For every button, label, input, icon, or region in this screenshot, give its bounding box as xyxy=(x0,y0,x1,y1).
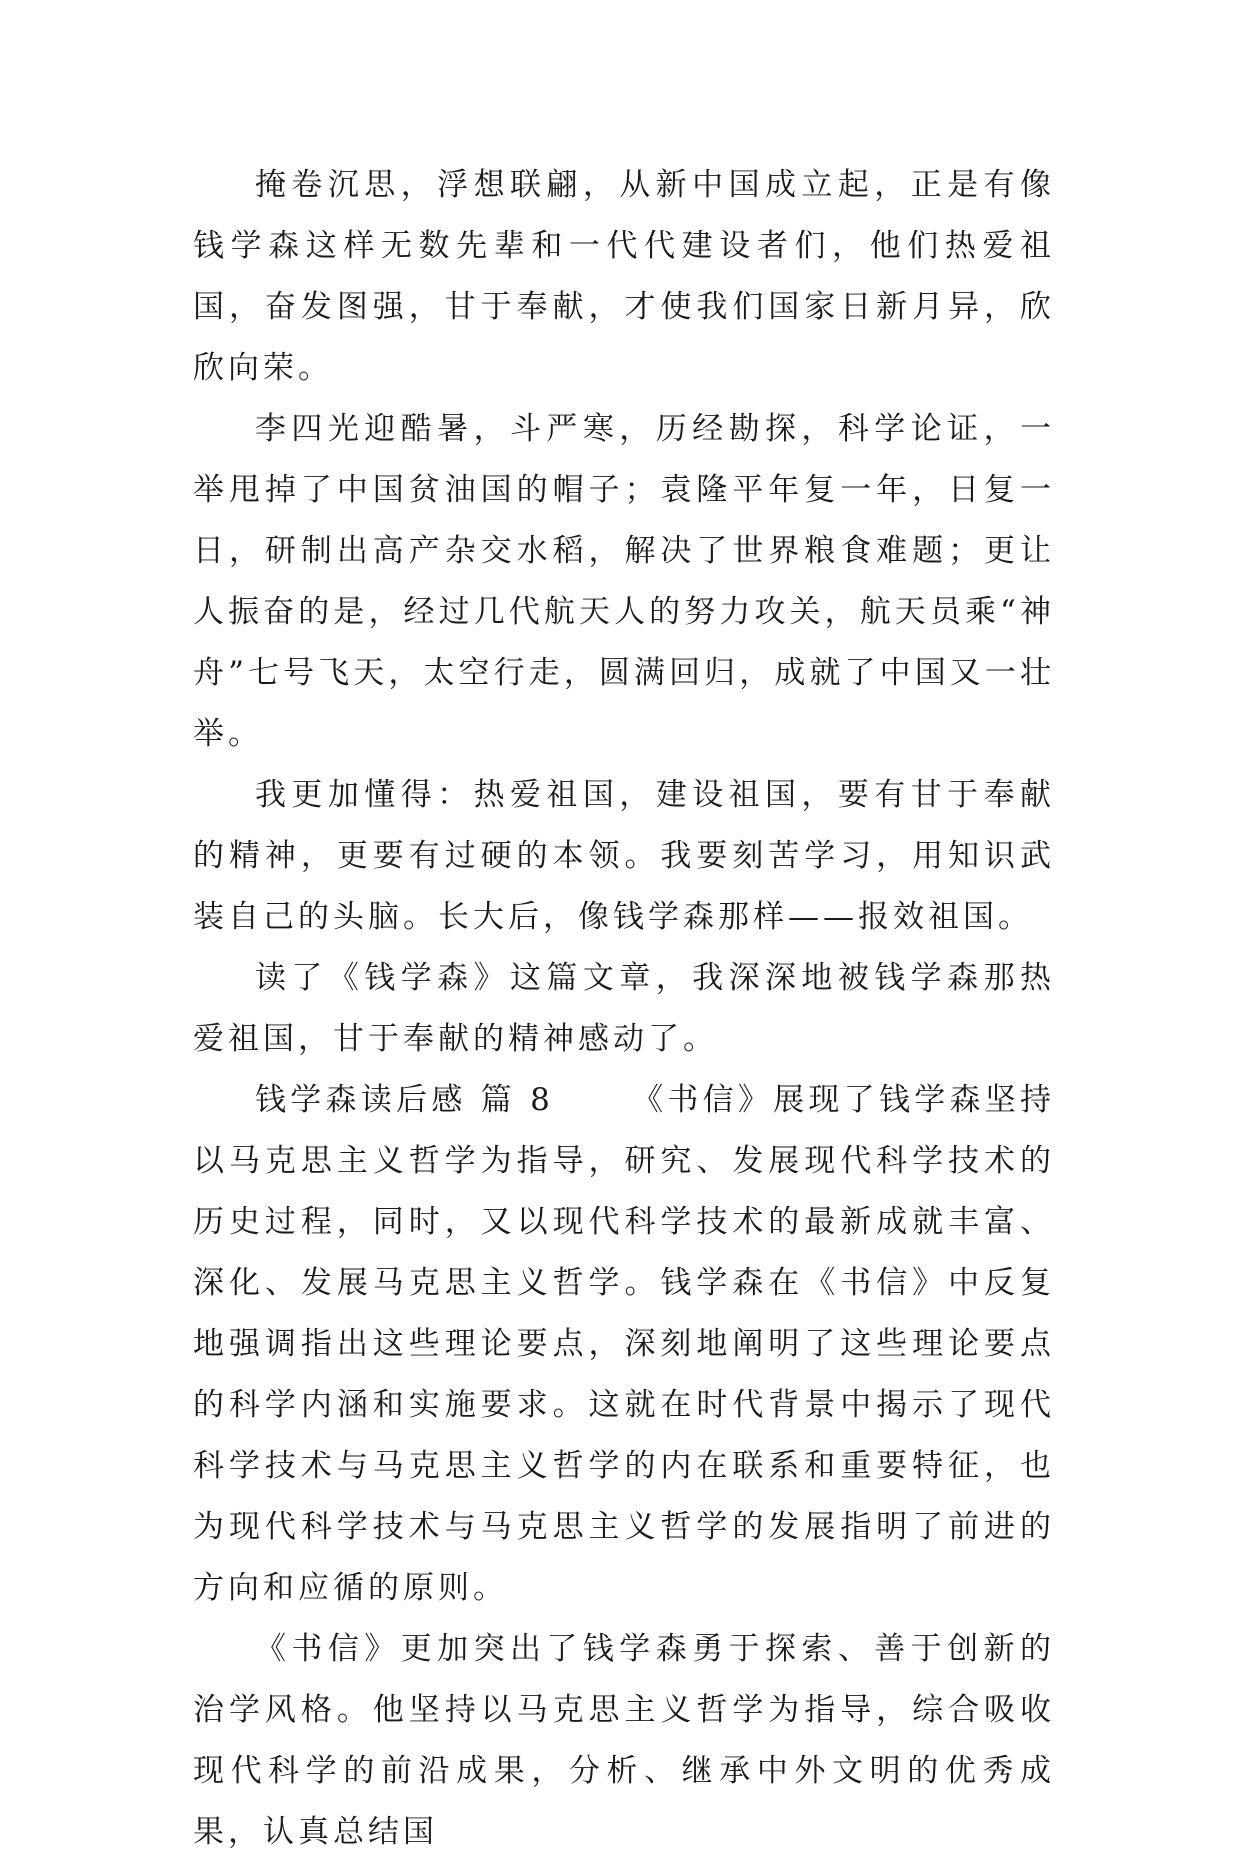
paragraph: 《书信》更加突出了钱学森勇于探索、善于创新的治学风格。他坚持以马克思主义哲学为指导，综合吸收现代科学的前沿成果，分析、继承中外文明的优秀成果，认真总结国 xyxy=(193,1631,1055,1850)
section-first-paragraph: 《书信》展现了钱学森坚持以马克思主义哲学为指导，研究、发展现代科学技术的历史过程，同时，又以现代科学技术的最新成就丰富、深化、发展马克思主义哲学。钱学森在《书信》中反复地强调指出这些理论要点，深刻地阐明了这些理论要点的科学内涵和实施要求。这就在时代背景中揭示了现代科学技术与马克思主义哲学的内在联系和重要特征，也为现代科学技术与马克思主义哲学的发展指明了前进的方向和应循的原则。 xyxy=(193,1082,1056,1606)
paragraph: 李四光迎酷暑，斗严寒，历经勘探，科学论证，一举甩掉了中国贫油国的帽子；袁隆平年复一年，日复一日，研制出高产杂交水稻，解决了世界粮食难题；更让人振奋的是，经过几代航天人的努力攻关，航天员乘“神舟”七号飞天，太空行走，圆满回归，成就了中国又一壮举。 xyxy=(193,411,1055,752)
section-heading: 钱学森读后感 篇 8 xyxy=(255,1082,554,1118)
section-paragraph xyxy=(193,1070,1055,1619)
paragraph: 读了《钱学森》这篇文章，我深深地被钱学森那热爱祖国，甘于奉献的精神感动了。 xyxy=(193,960,1055,1057)
paragraph: 我更加懂得：热爱祖国，建设祖国，要有甘于奉献的精神，更要有过硬的本领。我要刻苦学习，用知识武装自己的头脑。长大后，像钱学森那样——报效祖国。 xyxy=(193,777,1055,935)
paragraph: 掩卷沉思，浮想联翩，从新中国成立起，正是有像钱学森这样无数先辈和一代代建设者们，他们热爱祖国，奋发图强，甘于奉献，才使我们国家日新月异，欣欣向荣。 xyxy=(193,167,1055,386)
document-body xyxy=(193,155,1055,1863)
